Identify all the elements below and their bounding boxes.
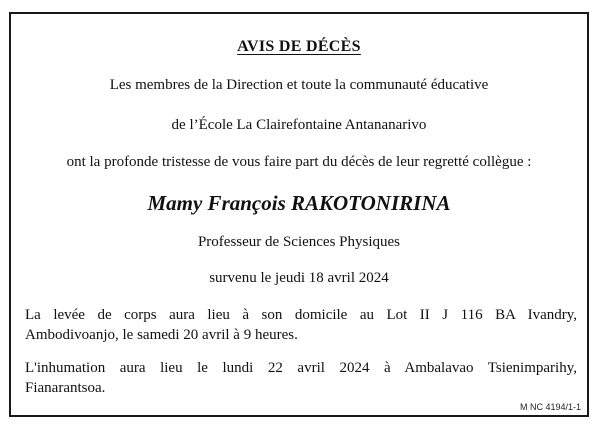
notice-intro-line-3: ont la profonde tristesse de vous faire part du décès de leur regretté collègue : xyxy=(66,154,532,170)
burial-line-2: Fianarantsoa. xyxy=(25,380,106,396)
reference-code: M NC 4194/1-1 xyxy=(519,402,581,412)
notice-title-text: AVIS DE DÉCÈS xyxy=(237,38,361,55)
date-of-death: survenu le jeudi 18 avril 2024 xyxy=(209,270,389,286)
notice-intro-line-2: de l’École La Clairefontaine Antananarivo xyxy=(171,117,427,133)
burial-paragraph xyxy=(25,358,577,398)
viewing-line-2: Ambodivoanjo, le samedi 20 avril à 9 heures. xyxy=(25,327,298,343)
death-notice xyxy=(9,12,589,417)
burial-line-1: L'inhumation aura lieu le lundi 22 avril 2024 à Ambalavao Tsienimparihy, xyxy=(25,360,577,376)
deceased-role: Professeur de Sciences Physiques xyxy=(197,234,401,250)
viewing-paragraph xyxy=(25,305,577,345)
notice-title xyxy=(11,38,587,56)
notice-intro-line-1: Les membres de la Direction et toute la communauté éducative xyxy=(109,77,489,93)
deceased-name: Mamy François RAKOTONIRINA xyxy=(147,191,451,215)
viewing-line-1: La levée de corps aura lieu à son domicile au Lot II J 116 BA Ivandry, xyxy=(25,307,577,323)
